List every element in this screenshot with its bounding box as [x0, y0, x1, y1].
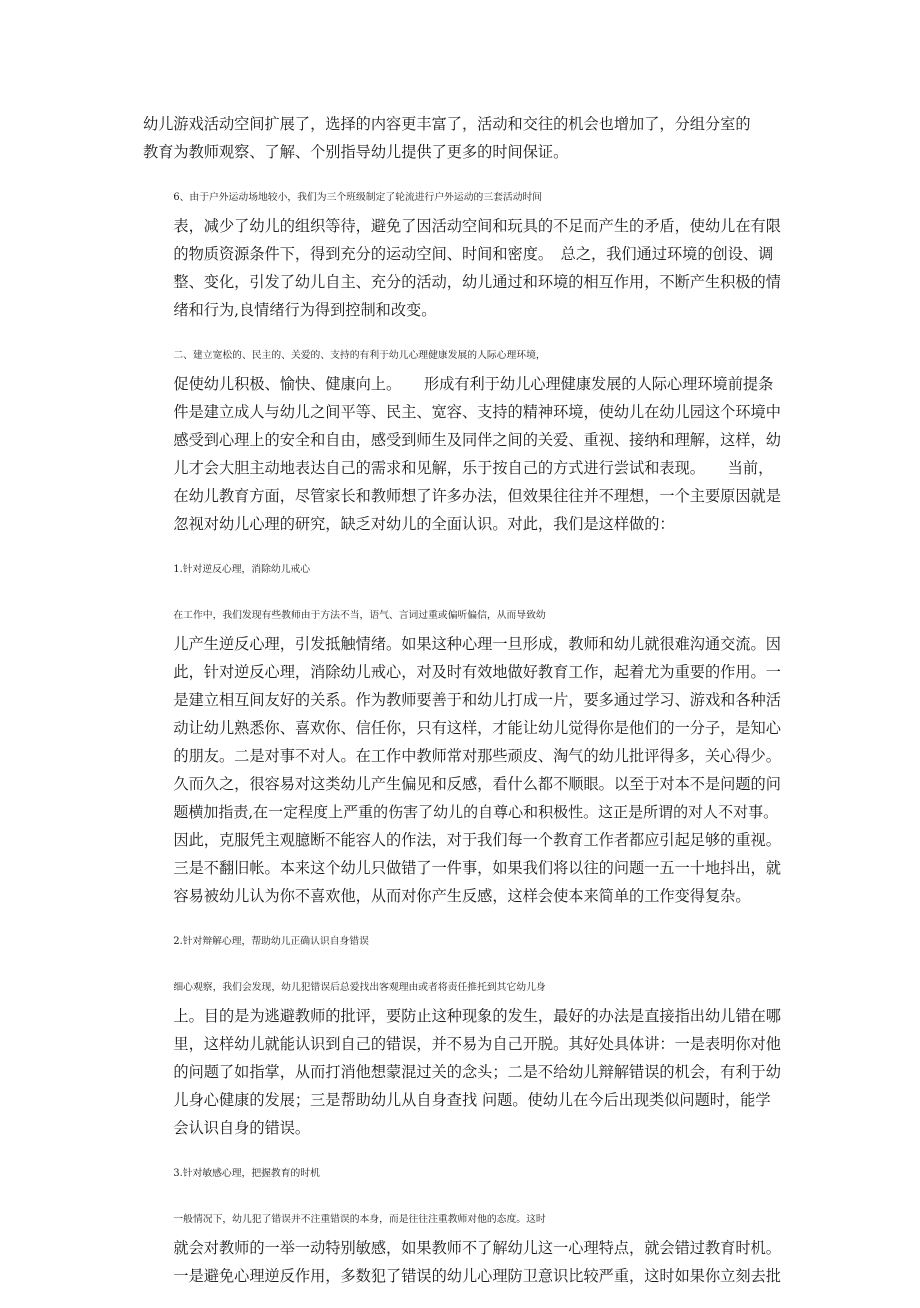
text-line: 表，减少了幼儿的组织等待，避免了因活动空间和玩具的不足而产生的矛盾，使幼儿在有限	[173, 217, 781, 235]
text-line: 6、由于户外运动场地较小，我们为三个班级制定了轮流进行户外运动的三套活动时间	[173, 192, 543, 203]
text-line: 幼儿游戏活动空间扩展了，选择的内容更丰富了，活动和交往的机会也增加了，分组分室的	[143, 115, 751, 133]
text-line: 二、建立宽松的、民主的、关爱的、支持的有利于幼儿心理健康发展的人际心理环境，	[173, 350, 546, 361]
text-line: 一是避免心理逆反作用，多数犯了错误的幼儿心理防卫意识比较严重，这时如果你立刻去批	[173, 1267, 781, 1285]
text-line: 感受到心理上的安全和自由，感受到师生及同伴之间的关爱、重视、接纳和理解，这样，幼	[173, 431, 781, 449]
text-line: 儿身心健康的发展；三是帮助幼儿从自身查找 问题。使幼儿在今后出现类似问题时，能学	[173, 1091, 771, 1109]
paragraph	[143, 342, 783, 538]
text-line: 的物质资源条件下，得到充分的运动空间、时间和密度。 总之，我们通过环境的创设、调	[173, 245, 774, 263]
text-line: 容易被幼儿认为你不喜欢他，从而对你产生反感，这样会使本来简单的工作变得复杂。	[173, 887, 751, 905]
document-body	[143, 110, 783, 1308]
text-line: 整、变化，引发了幼儿自主、充分的活动，幼儿通过和环境的相互作用，不断产生积极的情	[173, 273, 781, 291]
section-heading	[143, 928, 783, 956]
text-line: 题横加指责,在一定程度上严重的伤害了幼儿的自尊心和积极性。这正是所谓的对人不对事。	[173, 803, 779, 821]
text-line: 2.针对辩解心理，帮助幼儿正确认识自身错误	[173, 936, 369, 947]
text-line: 里，这样幼儿就能认识到自己的错误，并不易为自己开脱。其好处具体讲：一是表明你对他	[173, 1035, 781, 1053]
text-line: 久而久之，很容易对这类幼儿产生偏见和反感，看什么都不顺眼。以至于对本不是问题的问	[173, 775, 781, 793]
text-line: 1.针对逆反心理，消除幼儿戒心	[173, 564, 311, 575]
text-line: 教育为教师观察、了解、个别指导幼儿提供了更多的时间保证。	[143, 143, 569, 161]
text-line: 儿才会大胆主动地表达自己的需求和见解，乐于按自己的方式进行尝试和表现。 当前，	[173, 459, 774, 477]
text-line: 的问题了如指掌，从而打消他想蒙混过关的念头；二是不给幼儿辩解错误的机会，有利于幼	[173, 1063, 781, 1081]
text-line: 绪和行为,良情绪行为得到控制和改变。	[173, 301, 437, 319]
text-line: 会认识自身的错误。	[173, 1119, 311, 1137]
text-line: 因此，克服凭主观臆断不能容人的作法，对于我们每一个教育工作者都应引起足够的重视。	[173, 831, 781, 849]
text-line: 件是建立成人与幼儿之间平等、民主、宽容、支持的精神环境，使幼儿在幼儿园这个环境中	[173, 403, 781, 421]
text-line: 在工作中，我们发现有些教师由于方法不当，语气、言词过重或偏听偏信，从而导致幼	[173, 610, 546, 621]
text-line: 忽视对幼儿心理的研究，缺乏对幼儿的全面认识。对此，我们是这样做的：	[173, 515, 675, 533]
text-line: 在幼儿教育方面，尽管家长和教师想了许多办法，但效果往往并不理想，一个主要原因就是	[173, 487, 781, 505]
text-line: 促使幼儿积极、愉快、健康向上。 形成有利于幼儿心理健康发展的人际心理环境前提条	[173, 375, 774, 393]
section-heading	[143, 1160, 783, 1188]
text-line: 是建立相互间友好的关系。作为教师要善于和幼儿打成一片，要多通过学习、游戏和各种活	[173, 691, 781, 709]
paragraph	[143, 602, 783, 910]
paragraph	[143, 1206, 783, 1290]
text-line: 细心观察，我们会发现，幼儿犯错误后总爱找出客观理由或者将责任推托到其它幼儿身	[173, 982, 546, 993]
text-line: 上。目的是为逃避教师的批评，要防止这种现象的发生，最好的办法是直接指出幼儿错在哪	[173, 1007, 781, 1025]
text-line: 的朋友。二是对事不对人。在工作中教师常对那些顽皮、淘气的幼儿批评得多，关心得少。	[173, 747, 781, 765]
text-line: 儿产生逆反心理，引发抵触情绪。如果这种心理一旦形成，教师和幼儿就很难沟通交流。因	[173, 635, 781, 653]
text-line: 一般情况下，幼儿犯了错误并不注重错误的本身，而是往往注重教师对他的态度。这时	[173, 1214, 546, 1225]
section-heading	[143, 556, 783, 584]
text-line: 此，针对逆反心理，消除幼儿戒心，对及时有效地做好教育工作，起着尤为重要的作用。一	[173, 663, 781, 681]
text-line: 3.针对敏感心理，把握教育的时机	[173, 1168, 320, 1179]
text-line: 动让幼儿熟悉你、喜欢你、信任你，只有这样，才能让幼儿觉得你是他们的一分子，是知心	[173, 719, 781, 737]
paragraph	[143, 184, 783, 324]
text-line: 就会对教师的一举一动特别敏感，如果教师不了解幼儿这一心理特点，就会错过教育时机。	[173, 1239, 781, 1257]
paragraph	[143, 974, 783, 1142]
text-line: 三是不翻旧帐。本来这个幼儿只做错了一件事，如果我们将以往的问题一五一十地抖出，就	[173, 859, 781, 877]
paragraph	[143, 110, 783, 166]
